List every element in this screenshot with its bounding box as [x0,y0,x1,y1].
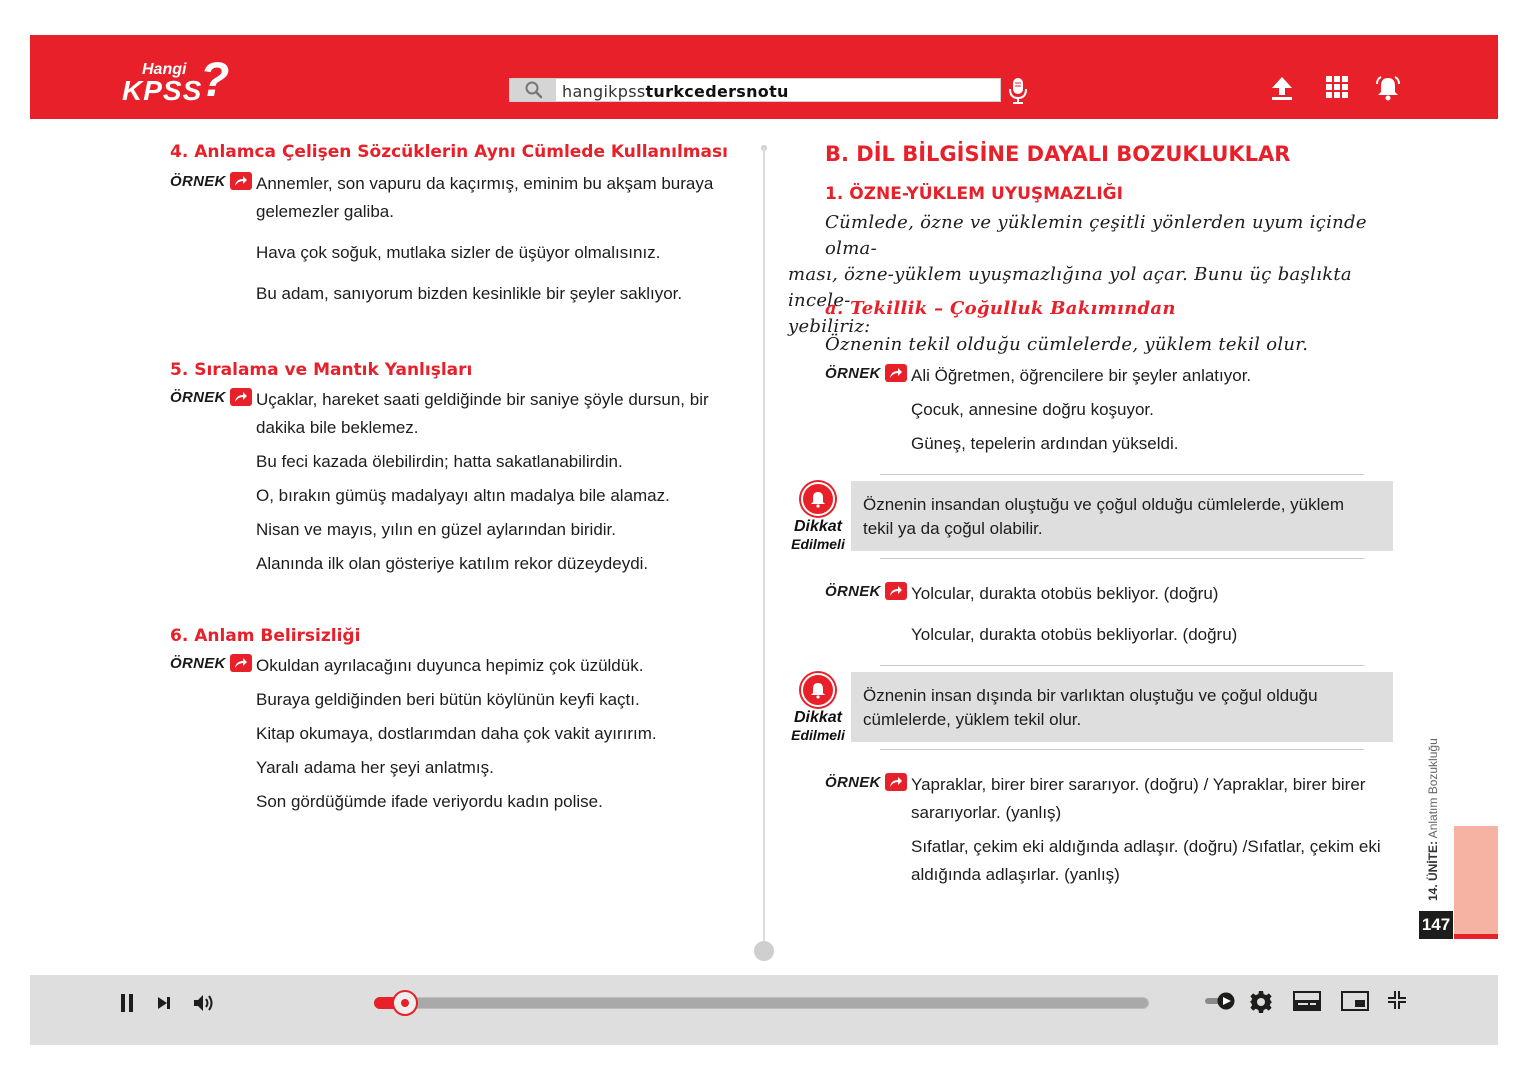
example-line: Okuldan ayrılacağını duyunca hepimiz çok üzüldük. [256,656,644,675]
example-line: gelemezler galiba. [256,202,394,221]
example-line: Güneş, tepelerin ardından yükseldi. [911,434,1179,453]
page-frame [30,35,1498,1045]
example-block-6 [170,652,750,816]
example-block-r1 [825,362,1405,458]
subtitles-icon[interactable] [1293,991,1321,1011]
intro-line: Cümlede, özne ve yüklemin çeşitli yönlerden uyum içinde olma- [825,212,1367,259]
rule-text: Öznenin tekil olduğu cümlelerde, yüklem tekil olur. [825,334,1309,355]
media-control-bar [30,975,1498,1045]
search-button[interactable] [510,79,556,101]
dikkat-note [851,481,1393,551]
example-line: Nisan ve mayıs, yılın en güzel aylarından biridir. [256,520,617,539]
search-text-bold: turkcedersnotu [645,82,789,101]
pause-icon[interactable] [120,993,134,1013]
example-line: Sıfatlar, çekim eki aldığında adlaşır. (doğru) /Sıfatlar, çekim eki [911,837,1381,856]
intro-line: ması, özne-yüklem uyuşmazlığına yol açar. Bunu üç başlıkta incele- [788,264,1352,311]
arrow-icon [230,654,252,672]
main-heading: B. DİL BİLGİSİNE DAYALI BOZUKLUKLAR [825,142,1291,166]
example-line: Buraya geldiğinden beri bütün köylünün keyfi kaçtı. [256,690,640,709]
example-tag [825,773,907,791]
example-block-r3 [825,771,1395,889]
volume-icon[interactable] [193,993,215,1013]
apps-grid-icon[interactable] [1325,75,1349,99]
dikkat-sublabel: Edilmeli [791,536,845,552]
subheading-ozne-yuklem: 1. ÖZNE-YÜKLEM UYUŞMAZLIĞI [825,184,1123,204]
microphone-icon[interactable] [1009,77,1027,105]
search-bar[interactable] [509,78,1001,102]
example-line: Yapraklar, birer birer sararıyor. (doğru) / Yapraklar, birer birer [911,775,1366,794]
arrow-icon [885,364,907,382]
example-line: aldığında adlaşırlar. (yanlış) [911,865,1120,884]
note-line: Öznenin insan dışında bir varlıktan oluştuğu ve çoğul olduğu [863,686,1318,705]
section-6-title: 6. Anlam Belirsizliği [170,626,361,646]
page-number: 147 [1419,911,1453,939]
arrow-icon [885,582,907,600]
example-line: Ali Öğretmen, öğrencilere bir şeyler anlatıyor. [911,366,1252,385]
example-line: Hava çok soğuk, mutlaka sizler de üşüyor olmalısınız. [256,243,661,262]
dikkat-sublabel: Edilmeli [791,727,845,743]
example-tag [170,388,252,406]
example-label: ÖRNEK [170,388,226,406]
dikkat-note [851,672,1393,742]
example-line: Çocuk, annesine doğru koşuyor. [911,400,1154,419]
example-line: Son gördüğümde ifade veriyordu kadın polise. [256,792,603,811]
example-label: ÖRNEK [825,773,881,791]
example-line: Bu adam, sanıyorum bizden kesinlikle bir şeyler saklıyor. [256,284,683,303]
logo-big-text: KPSS [122,75,203,106]
example-line: Yolcular, durakta otobüs bekliyor. (doğru) [911,584,1219,603]
example-tag [170,654,252,672]
example-tag [825,364,907,382]
arrow-icon [230,172,252,190]
example-line: Annemler, son vapuru da kaçırmış, eminim bu akşam buraya [256,174,714,193]
example-tag [170,172,252,190]
column-divider-handle[interactable] [754,941,774,961]
dikkat-badge [783,482,853,552]
intro-line: yebiliriz: [788,316,871,337]
example-label: ÖRNEK [825,582,881,600]
dikkat-label: Dikkat [793,518,843,535]
subheading-tekillik: a. Tekillik – Çoğulluk Bakımından [825,298,1176,319]
example-line: sararıyorlar. (yanlış) [911,803,1062,822]
exit-fullscreen-icon[interactable] [1387,990,1407,1010]
example-line: O, bırakın gümüş madalyayı altın madalya bile alamaz. [256,486,670,505]
arrow-icon [230,388,252,406]
column-divider [763,147,765,951]
example-line: Kitap okumaya, dostlarımdan daha çok vakit ayırırım. [256,724,657,743]
alert-bell-icon [801,482,835,516]
separator-line [880,665,1364,666]
dikkat-badge [783,673,853,743]
progress-handle[interactable] [392,990,418,1016]
example-line: Alanında ilk olan gösteriye katılım rekor düzeydeydi. [256,554,649,573]
logo-small-text: Hangi [142,61,187,78]
section-4-title: 4. Anlamca Çelişen Sözcüklerin Aynı Cümlede Kullanılması [170,142,728,162]
top-bar [30,35,1498,119]
unit-number: 14. ÜNİTE: [1426,840,1440,901]
search-input[interactable] [562,82,789,101]
progress-track[interactable] [374,997,1149,1009]
autoplay-toggle-icon[interactable] [1204,991,1236,1011]
example-block-4 [170,170,750,308]
example-tag [825,582,907,600]
example-block-r2 [825,580,1405,649]
unit-name: Anlatım Bozukluğu [1426,738,1440,841]
example-label: ÖRNEK [170,654,226,672]
notification-bell-icon[interactable] [1375,75,1401,101]
example-line: Uçaklar, hareket saati geldiğinde bir saniye şöyle dursun, bir [256,390,709,409]
example-label: ÖRNEK [825,364,881,382]
note-line: Öznenin insandan oluştuğu ve çoğul olduğu cümlelerde, yüklem [863,495,1345,514]
example-line: dakika bile beklemez. [256,418,419,437]
separator-line [880,749,1364,750]
search-icon [524,81,544,99]
unit-side-tab [1454,826,1498,939]
example-line: Bu feci kazada ölebilirdin; hatta sakatlanabilirdin. [256,452,623,471]
arrow-icon [885,773,907,791]
unit-label [1426,738,1440,901]
example-label: ÖRNEK [170,172,226,190]
separator-line [880,474,1364,475]
logo-question-mark: ? [200,54,230,107]
search-text-prefix: hangikpss [562,82,646,101]
hangi-kpss-logo[interactable] [118,54,238,109]
upload-icon[interactable] [1270,75,1294,101]
example-line: Yolcular, durakta otobüs bekliyorlar. (doğru) [911,625,1238,644]
separator-line [880,558,1364,559]
note-line: tekil ya da çoğul olabilir. [863,519,1043,538]
dikkat-label: Dikkat [793,709,843,726]
next-icon[interactable] [157,996,171,1010]
note-line: cümlelerde, yüklem tekil olur. [863,710,1082,729]
miniplayer-icon[interactable] [1341,991,1369,1011]
example-block-5 [170,386,750,578]
alert-bell-icon [801,673,835,707]
section-5-title: 5. Sıralama ve Mantık Yanlışları [170,360,473,380]
settings-gear-icon[interactable] [1249,990,1273,1014]
example-line: Yaralı adama her şeyi anlatmış. [256,758,494,777]
